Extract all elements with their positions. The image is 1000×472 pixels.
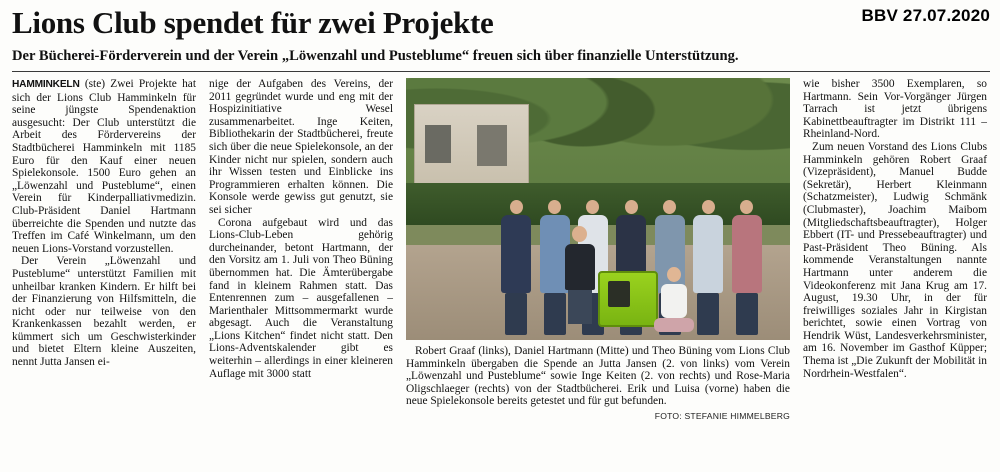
subheadline: Der Bücherei-Förderverein und der Verein „Löwenzahl und Pusteblume“ freuen sich über finanzielle Unterstützung. bbox=[12, 48, 739, 64]
headline-row bbox=[12, 6, 990, 40]
photo-person bbox=[498, 200, 534, 335]
text-column-3 bbox=[803, 78, 987, 380]
paragraph bbox=[12, 78, 196, 255]
photo-child-girl bbox=[652, 267, 696, 332]
text-column-1 bbox=[12, 78, 196, 369]
paragraph-text: Zwei Projekte hat sich der Lions Club Hamminkeln für seine jüngste Spendenaktion ausgesucht: Der Club unterstützt die Arbeit des Fördervereins der Stadtbücherei Hamminkeln mit 1185 Euro für den Kauf einer neuen Spielekonsole. 1500 Euro gehen an „Löwenzahl und Pusteblume“, einen Verein für Kinderpalliativmedizin. Club-Präsident Daniel Hartmann überreichte die Spenden und nutzte das Treffen im Café Winkelmann, um den neuen Lions-Vorstand vorzustellen. bbox=[12, 78, 196, 255]
paragraph: Corona aufgebaut wird und das Lions-Club-Leben gehörig durcheinander, betont Hartmann, der den Vorsitz am 1. Juli von Theo Büning übernommen hat. Die Ämterübergabe fand in kleinem Rahmen statt. Das Entenrennen zum – ausgefallenen – Marienthaler Mittsommermarkt wurde abgesagt. Auch die Veranstaltung „Lions Kitchen“ findet nicht statt. Den Lions-Adventskalender gibt es weiterhin – allerdings in einer kleineren Auflage mit 3000 statt bbox=[209, 216, 393, 380]
photo-child-boy bbox=[560, 226, 600, 324]
paragraph: wie bisher 3500 Exemplaren, so Hartmann. Sein Vor-Vorgänger Jürgen Tarrach ist jetzt übrigens Kabinettbeauftragter im Distrikt 111 – Rheinland-Nord. bbox=[803, 78, 987, 141]
header-divider bbox=[12, 71, 990, 72]
paragraph: Zum neuen Vorstand des Lions Clubs Hamminkeln gehören Robert Graaf (Vizepräsident), Manuel Budde (Sekretär), Herbert Kleinmann (Schatzmeister), Ludwig Schmänk (Clubmaster), Joachim Maibom (Mitgliedschaftsbeauftragter), Holger Ebbert (IT- und Pressebeauftragter) und Past-Präsident Theo Büning. Als kommende Veranstaltungen nannte Hartmann unter anderem die Videokonferenz mit Jana Krug am 17. August, 19.30 Uhr, in der für freiwilliges soziales Jahr in Kirgistan berichtet, sowie einen Vortrag von Hendrik Wüst, Landesverkehrsminister, am 16. November im Gasthof Küpper; Thema ist „Die Zukunft der Mobilität in Nordrhein-Westfalen“. bbox=[803, 140, 987, 380]
photo-credit: FOTO: STEFANIE HIMMELBERG bbox=[654, 410, 790, 421]
photo-game-console bbox=[598, 271, 658, 327]
paragraph: nige der Aufgaben des Vereins, der 2011 gegründet wurde und eng mit der Hospizinitiative Wesel zusammenarbeitet. Inge Keiten, Bibliothekarin der Stadtbücherei, freute sich über die neue Spielekonsole, an der Kinder nicht nur spielen, sondern auch ihr Wissen testen und Einblicke ins Programmieren erhalten können. Die Konsole werde gewiss gut genutzt, sie sei sicher bbox=[209, 78, 393, 216]
dateline-author: (ste) bbox=[84, 78, 106, 90]
dateline: HAMMINKELN bbox=[12, 79, 80, 90]
article-body bbox=[12, 78, 990, 421]
photo-caption: Robert Graaf (links), Daniel Hartmann (Mitte) und Theo Büning vom Lions Club Hamminkeln übergaben die Spende an Jutta Jansen (2. von links) vom Verein „Löwenzahl und Pusteblume“ sowie Inge Keiten (2. von rechts) und Rose-Maria Oligschlaeger (rechts) von der Stadtbücherei. Erik und Luisa (vorne) haben die neue Spielekonsole bereits getestet und für gut befunden. bbox=[406, 345, 790, 408]
text-column-2 bbox=[209, 78, 393, 380]
article-photo bbox=[406, 78, 790, 340]
paragraph: Der Verein „Löwenzahl und Pusteblume“ unterstützt Familien mit unheilbar kranken Kindern. Er hilft bei der Finanzierung von Hilfsmitteln, die nicht oder nur teilweise von den Krankenkassen bezahlt werden, er kümmert sich um Geschwisterkinder und bietet Eltern kleine Auszeiten, nennt Jutta Jansen ei- bbox=[12, 255, 196, 369]
photo-column bbox=[406, 78, 790, 421]
source-date-stamp: BBV 27.07.2020 bbox=[861, 6, 990, 25]
page-title: Lions Club spendet für zwei Projekte bbox=[12, 5, 494, 40]
photo-person bbox=[729, 200, 765, 335]
